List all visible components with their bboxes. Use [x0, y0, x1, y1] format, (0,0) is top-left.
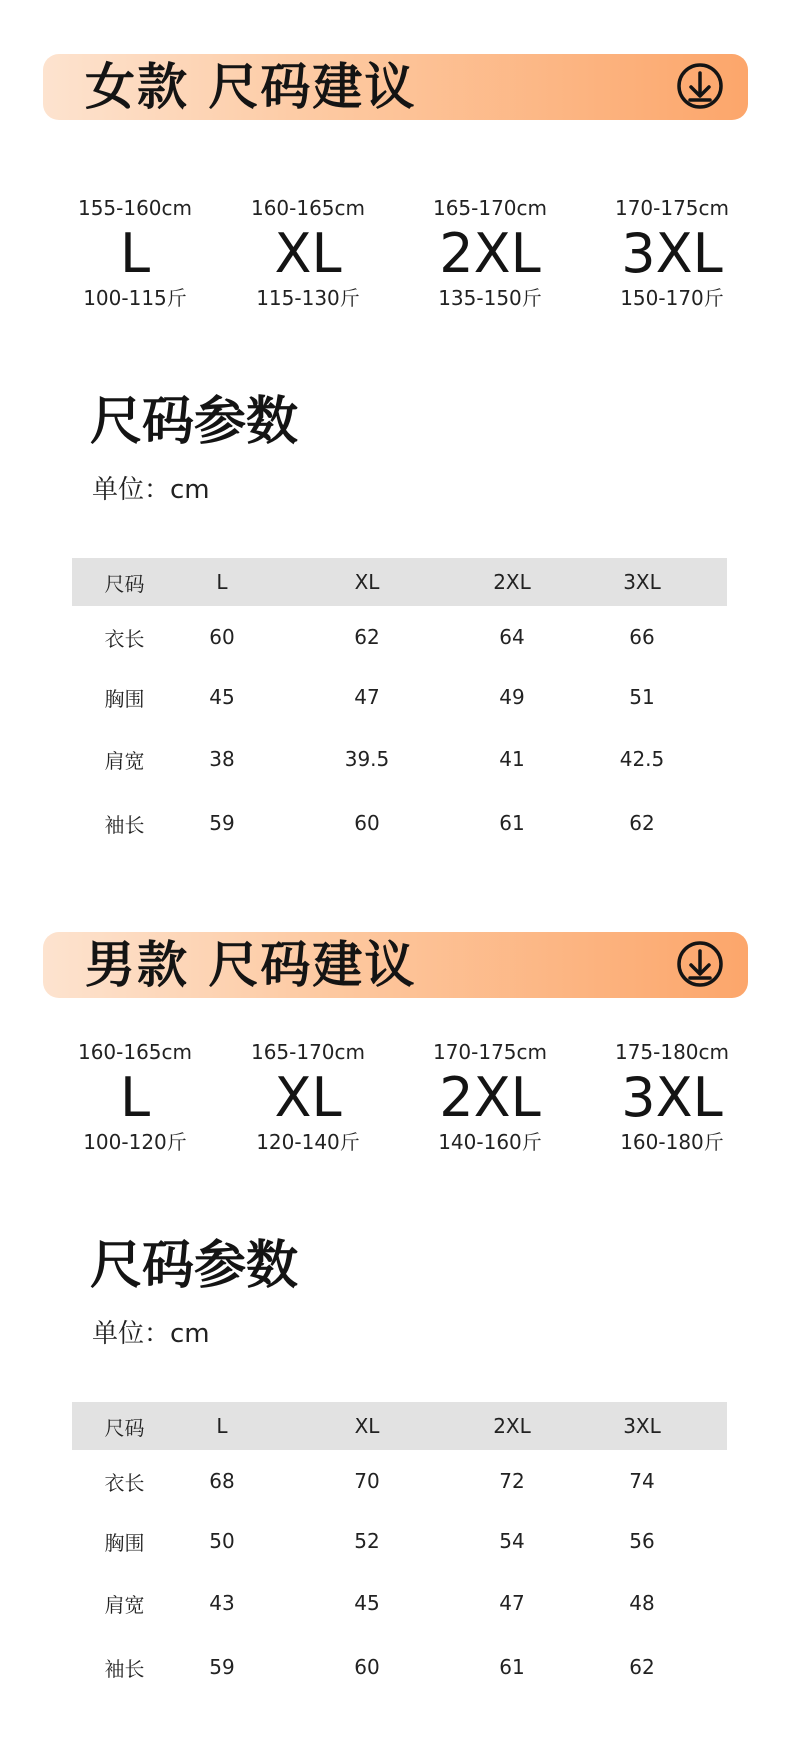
table-header-cell: XL [354, 1414, 380, 1438]
size-recommendation [55, 1040, 215, 1154]
table-cell: 56 [629, 1529, 655, 1553]
table-cell: 衣长 [104, 626, 145, 651]
table-header-cell: 尺码 [104, 571, 145, 596]
table-header-cell: L [216, 570, 228, 594]
table-cell: 51 [629, 685, 655, 709]
table-row [72, 726, 727, 792]
table-header-cell: L [216, 1414, 228, 1438]
table-cell: 62 [629, 811, 655, 835]
size-weight-range: 135-150斤 [438, 286, 542, 310]
table-cell: 48 [629, 1591, 655, 1615]
size-weight-range: 160-180斤 [620, 1130, 724, 1154]
table-cell: 59 [209, 811, 235, 835]
table-cell: 60 [354, 1655, 380, 1679]
women-size-recommendations [0, 196, 790, 326]
size-weight-range: 115-130斤 [256, 286, 360, 310]
women-banner [43, 54, 748, 120]
table-cell: 袖长 [104, 1656, 145, 1681]
table-cell: 胸围 [104, 686, 145, 711]
size-recommendation [410, 1040, 570, 1154]
size-height-range: 165-170cm [432, 196, 548, 220]
size-height-range: 175-180cm [614, 1040, 730, 1064]
circle-arrow-down-icon [676, 940, 724, 988]
size-height-range: 170-175cm [432, 1040, 548, 1064]
table-row [72, 1512, 727, 1570]
table-cell: 胸围 [104, 1530, 145, 1555]
table-cell: 61 [499, 811, 525, 835]
men-unit-label: 单位：cm [92, 1319, 210, 1349]
size-recommendation [228, 1040, 388, 1154]
table-cell: 45 [209, 685, 235, 709]
table-cell: 59 [209, 1655, 235, 1679]
table-row [72, 1450, 727, 1512]
table-cell: 66 [629, 625, 655, 649]
size-weight-range: 150-170斤 [620, 286, 724, 310]
table-cell: 肩宽 [104, 1592, 145, 1617]
size-height-range: 160-165cm [250, 196, 366, 220]
size-label: 2XL [439, 222, 541, 285]
size-weight-range: 140-160斤 [438, 1130, 542, 1154]
table-cell: 64 [499, 625, 525, 649]
men-banner-title: 男款 尺码建议 [85, 936, 417, 994]
table-cell: 肩宽 [104, 748, 145, 773]
table-header-cell: 3XL [623, 1414, 661, 1438]
men-banner [43, 932, 748, 998]
size-recommendation [410, 196, 570, 310]
size-recommendation [592, 1040, 752, 1154]
table-cell: 38 [209, 747, 235, 771]
table-cell: 54 [499, 1529, 525, 1553]
table-row [72, 668, 727, 726]
table-cell: 39.5 [344, 747, 390, 771]
women-size-table [72, 558, 727, 854]
table-header-row [72, 1402, 727, 1450]
size-label: XL [274, 222, 342, 285]
table-cell: 45 [354, 1591, 380, 1615]
table-cell: 衣长 [104, 1470, 145, 1495]
circle-arrow-down-icon [676, 62, 724, 110]
table-cell: 74 [629, 1469, 655, 1493]
table-cell: 47 [354, 685, 380, 709]
size-height-range: 155-160cm [77, 196, 193, 220]
size-height-range: 165-170cm [250, 1040, 366, 1064]
size-recommendation [55, 196, 215, 310]
size-label: XL [274, 1066, 342, 1129]
table-header-cell: 2XL [493, 1414, 531, 1438]
size-label: 3XL [621, 222, 723, 285]
table-cell: 50 [209, 1529, 235, 1553]
table-cell: 49 [499, 685, 525, 709]
table-cell: 42.5 [619, 747, 665, 771]
table-header-cell: 3XL [623, 570, 661, 594]
table-cell: 52 [354, 1529, 380, 1553]
table-row [72, 606, 727, 668]
men-params-title: 尺码参数 [90, 1236, 299, 1296]
table-cell: 袖长 [104, 812, 145, 837]
size-label: 2XL [439, 1066, 541, 1129]
table-cell: 43 [209, 1591, 235, 1615]
size-height-range: 160-165cm [77, 1040, 193, 1064]
table-row [72, 1636, 727, 1698]
table-cell: 61 [499, 1655, 525, 1679]
table-cell: 47 [499, 1591, 525, 1615]
table-row [72, 1570, 727, 1636]
table-header-cell: 2XL [493, 570, 531, 594]
table-cell: 62 [354, 625, 380, 649]
table-cell: 70 [354, 1469, 380, 1493]
table-cell: 62 [629, 1655, 655, 1679]
table-header-row [72, 558, 727, 606]
size-label: 3XL [621, 1066, 723, 1129]
women-unit-label: 单位：cm [92, 475, 210, 505]
size-weight-range: 100-120斤 [83, 1130, 187, 1154]
table-cell: 60 [354, 811, 380, 835]
size-weight-range: 120-140斤 [256, 1130, 360, 1154]
table-cell: 41 [499, 747, 525, 771]
size-height-range: 170-175cm [614, 196, 730, 220]
men-size-table [72, 1402, 727, 1698]
table-cell: 68 [209, 1469, 235, 1493]
size-label: L [119, 1066, 151, 1129]
size-label: L [119, 222, 151, 285]
table-row [72, 792, 727, 854]
table-cell: 60 [209, 625, 235, 649]
size-recommendation [592, 196, 752, 310]
women-params-title: 尺码参数 [90, 392, 299, 452]
size-weight-range: 100-115斤 [83, 286, 187, 310]
women-banner-title: 女款 尺码建议 [85, 58, 417, 116]
table-cell: 72 [499, 1469, 525, 1493]
men-size-recommendations [0, 1040, 790, 1170]
table-header-cell: XL [354, 570, 380, 594]
table-header-cell: 尺码 [104, 1415, 145, 1440]
size-recommendation [228, 196, 388, 310]
